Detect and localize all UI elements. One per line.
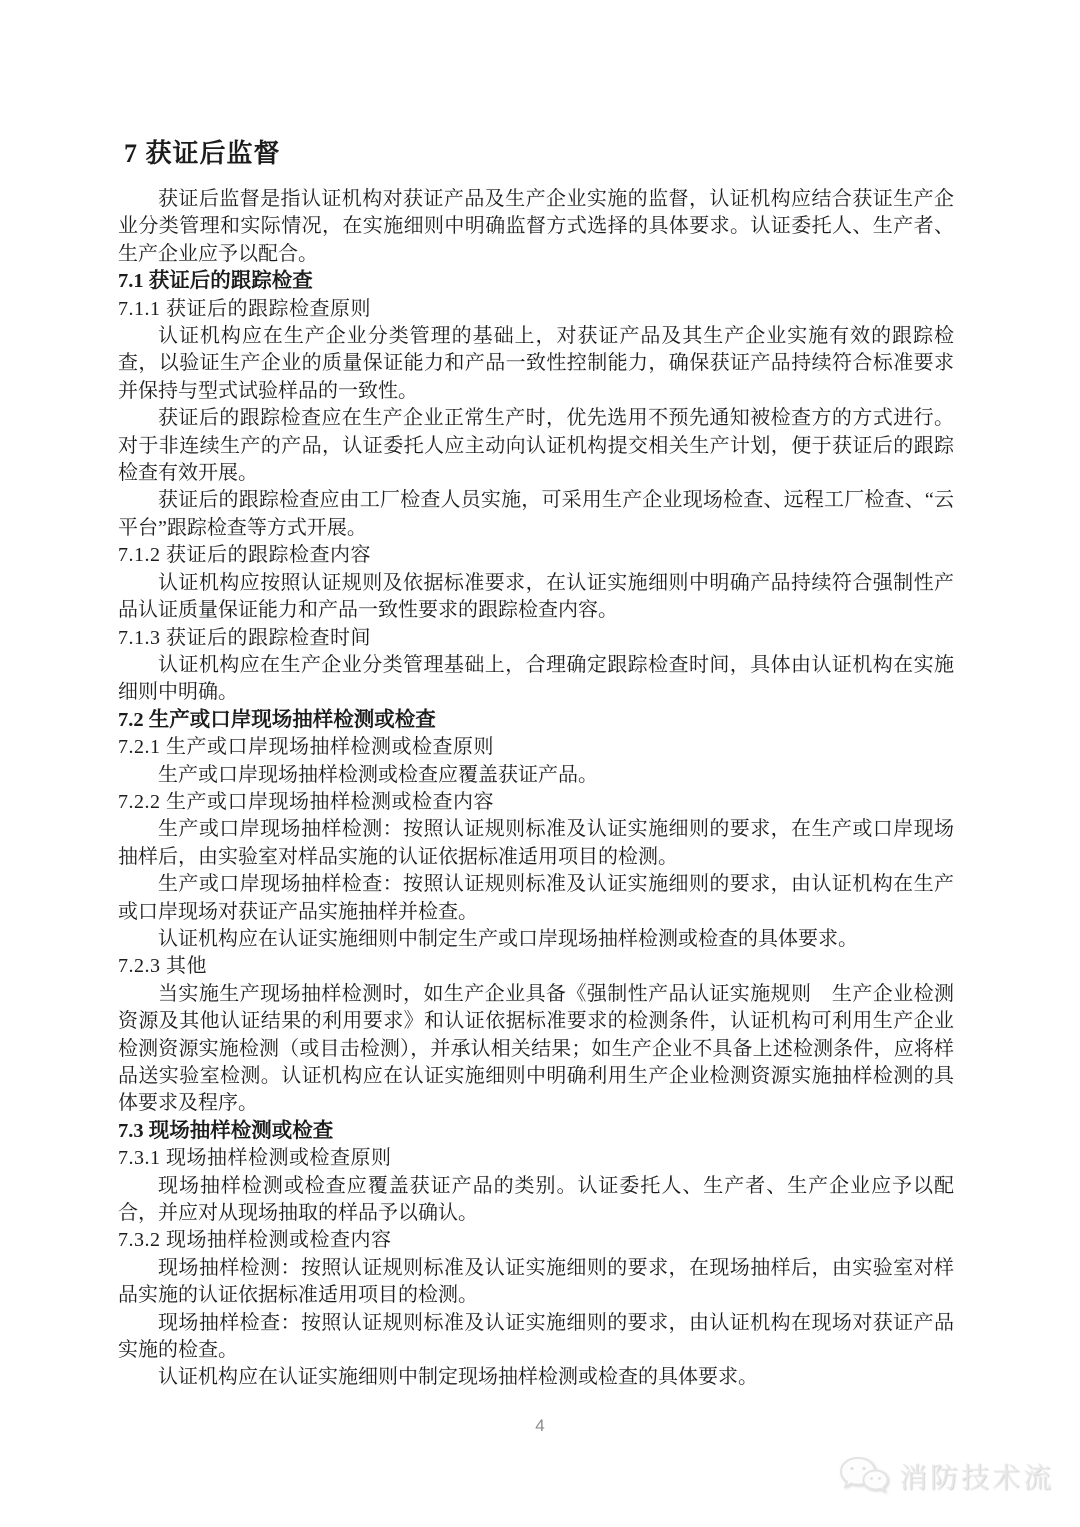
subsection-heading: 7.1.2 获证后的跟踪检查内容 [118, 544, 371, 567]
paragraph: 获证后监督是指认证机构对获证产品及生产企业实施的监督，认证机构应结合获证生产企业分类管理和实际情况，在实施细则中明确监督方式选择的具体要求。认证委托人、生产者、生产企业应予以配合。 [118, 188, 954, 265]
subsection-heading: 7.3.2 现场抽样检测或检查内容 [118, 1229, 392, 1252]
paragraph: 获证后的跟踪检查应在生产企业正常生产时，优先选用不预先通知被检查方的方式进行。对于非连续生产的产品，认证委托人应主动向认证机构提交相关生产计划，便于获证后的跟踪检查有效开展。 [118, 407, 954, 485]
paragraph: 现场抽样检测：按照认证规则标准及认证实施细则的要求，在现场抽样后，由实验室对样品实施的认证依据标准适用项目的检测。 [118, 1256, 954, 1307]
section-heading: 7.1 获证后的跟踪检查 [118, 270, 313, 293]
watermark-text: 消防技术流 [898, 1462, 1054, 1493]
document-body [118, 186, 954, 1392]
subsection-heading: 7.3.1 现场抽样检测或检查原则 [118, 1147, 392, 1170]
paragraph: 生产或口岸现场抽样检测或检查应覆盖获证产品。 [158, 763, 598, 786]
document-content [118, 138, 954, 1392]
paragraph: 认证机构应在认证实施细则中制定生产或口岸现场抽样检测或检查的具体要求。 [158, 927, 858, 950]
subsection-heading: 7.2.3 其他 [118, 955, 207, 978]
paragraph: 现场抽样检测或检查应覆盖获证产品的类别。认证委托人、生产者、生产企业应予以配合，并应对从现场抽取的样品予以确认。 [118, 1174, 954, 1225]
paragraph: 认证机构应按照认证规则及依据标准要求，在认证实施细则中明确产品持续符合强制性产品认证质量保证能力和产品一致性要求的跟踪检查内容。 [118, 571, 954, 622]
paragraph: 当实施生产现场抽样检测时，如生产企业具备《强制性产品认证实施规则 生产企业检测资源及其他认证结果的利用要求》和认证依据标准要求的检测条件，认证机构可利用生产企业检测资源实施检测（或目击检测），并承认相关结果；如生产企业不具备上述检测条件，应将样品送实验室检测。认证机构应在认证实施细则中明确利用生产企业检测资源实施抽样检测的具体要求及程序。 [118, 982, 954, 1115]
subsection-heading: 7.2.2 生产或口岸现场抽样检测或检查内容 [118, 790, 494, 813]
paragraph: 生产或口岸现场抽样检查：按照认证规则标准及认证实施细则的要求，由认证机构在生产或口岸现场对获证产品实施抽样并检查。 [118, 873, 954, 923]
watermark [837, 1455, 1054, 1497]
subsection-heading: 7.1.3 获证后的跟踪检查时间 [118, 626, 371, 649]
section-heading: 7.2 生产或口岸现场抽样检测或检查 [118, 708, 436, 731]
paragraph: 认证机构应在生产企业分类管理基础上，合理确定跟踪检查时间，具体由认证机构在实施细则中明确。 [118, 653, 954, 704]
section-heading: 7.3 现场抽样检测或检查 [118, 1119, 334, 1142]
paragraph: 现场抽样检查：按照认证规则标准及认证实施细则的要求，由认证机构在现场对获证产品实施的检查。 [118, 1311, 954, 1362]
wechat-icon [837, 1455, 889, 1497]
paragraph: 获证后的跟踪检查应由工厂检查人员实施，可采用生产企业现场检查、远程工厂检查、“云平台”跟踪检查等方式开展。 [118, 489, 954, 539]
subsection-heading: 7.2.1 生产或口岸现场抽样检测或检查原则 [118, 736, 494, 759]
page-title: 7 获证后监督 [124, 139, 281, 168]
paragraph: 认证机构应在生产企业分类管理的基础上，对获证产品及其生产企业实施有效的跟踪检查，以验证生产企业的质量保证能力和产品一致性控制能力，确保获证产品持续符合标准要求并保持与型式试验样品的一致性。 [118, 325, 954, 402]
subsection-heading: 7.1.1 获证后的跟踪检查原则 [118, 297, 371, 320]
page-number: 4 [535, 1416, 545, 1435]
paragraph: 认证机构应在认证实施细则中制定现场抽样检测或检查的具体要求。 [158, 1366, 758, 1389]
paragraph: 生产或口岸现场抽样检测：按照认证规则标准及认证实施细则的要求，在生产或口岸现场抽样后，由实验室对样品实施的认证依据标准适用项目的检测。 [118, 818, 954, 868]
